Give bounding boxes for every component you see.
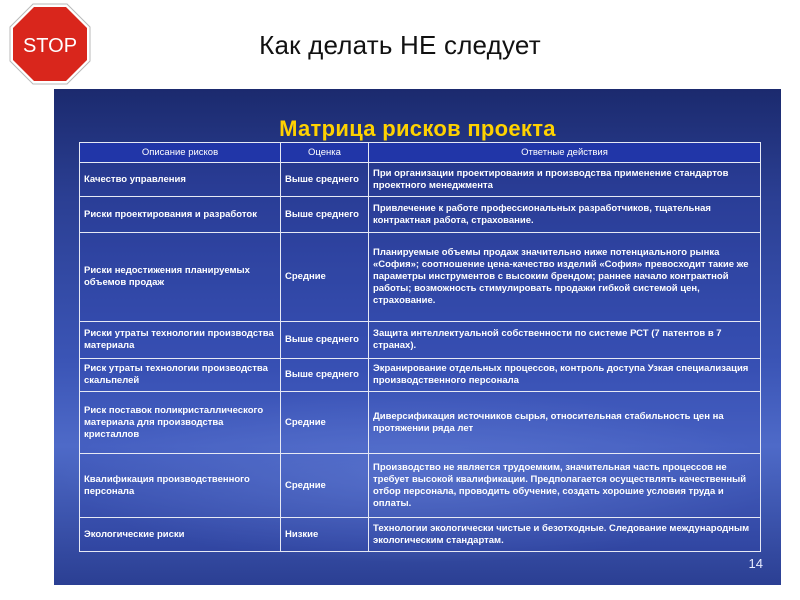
rating-cell: Средние <box>281 454 369 518</box>
table-row <box>80 454 761 518</box>
column-header-actions: Ответные действия <box>369 143 761 163</box>
risk-cell: Риски недостижения планируемых объемов продаж <box>80 233 281 322</box>
rating-cell: Средние <box>281 233 369 322</box>
actions-cell: Защита интеллектуальной собственности по системе РСТ (7 патентов в 7 странах). <box>369 322 761 359</box>
actions-cell: Экранирование отдельных процессов, контроль доступа Узкая специализация производственного персонала <box>369 359 761 392</box>
column-header-risk: Описание рисков <box>80 143 281 163</box>
actions-cell: Технологии экологически чистые и безотходные. Следование международным экологическим стандартам. <box>369 518 761 552</box>
actions-cell: Диверсификация источников сырья, относительная стабильность цен на протяжении ряда лет <box>369 392 761 454</box>
rating-cell: Выше среднего <box>281 197 369 233</box>
page-heading: Как делать НЕ следует <box>259 30 541 60</box>
risk-cell: Риски утраты технологии производства материала <box>80 322 281 359</box>
risk-matrix-table <box>79 142 761 552</box>
actions-cell: Производство не является трудоемким, значительная часть процессов не требует высокой квалификации. Предполагается осуществлять качественный отбор персонала, проводить обучение, создать хорошие условия труда и оплаты. <box>369 454 761 518</box>
risk-cell: Качество управления <box>80 163 281 197</box>
risk-cell: Квалификация производственного персонала <box>80 454 281 518</box>
rating-cell: Средние <box>281 392 369 454</box>
slide-title: Матрица рисков проекта <box>279 116 556 141</box>
table-row <box>80 392 761 454</box>
risk-cell: Риск утраты технологии производства скальпелей <box>80 359 281 392</box>
table-row <box>80 518 761 552</box>
table-row <box>80 322 761 359</box>
slide <box>54 89 781 585</box>
table-row <box>80 197 761 233</box>
table-row <box>80 359 761 392</box>
actions-cell: Планируемые объемы продаж значительно ниже потенциального рынка «София»; соотношение цена-качество изделий «София» превосходит такие же параметры инструментов с высоким брендом; раннее начало контрактной работы; возможность стимулировать продажи гибкой системой цен, страхование. <box>369 233 761 322</box>
stop-sign-label: STOP <box>22 35 78 57</box>
rating-cell: Низкие <box>281 518 369 552</box>
column-header-rating: Оценка <box>281 143 369 163</box>
rating-cell: Выше среднего <box>281 359 369 392</box>
table-row <box>80 233 761 322</box>
actions-cell: При организации проектирования и производства применение стандартов проектного менеджмента <box>369 163 761 197</box>
rating-cell: Выше среднего <box>281 322 369 359</box>
rating-cell: Выше среднего <box>281 163 369 197</box>
table-row <box>80 163 761 197</box>
risk-cell: Экологические риски <box>80 518 281 552</box>
risk-cell: Риски проектирования и разработок <box>80 197 281 233</box>
slide-number: 14 <box>748 556 763 571</box>
risk-cell: Риск поставок поликристаллического материала для производства кристаллов <box>80 392 281 454</box>
actions-cell: Привлечение к работе профессиональных разработчиков, тщательная контрактная работа, страхование. <box>369 197 761 233</box>
table-header-row <box>80 143 761 163</box>
